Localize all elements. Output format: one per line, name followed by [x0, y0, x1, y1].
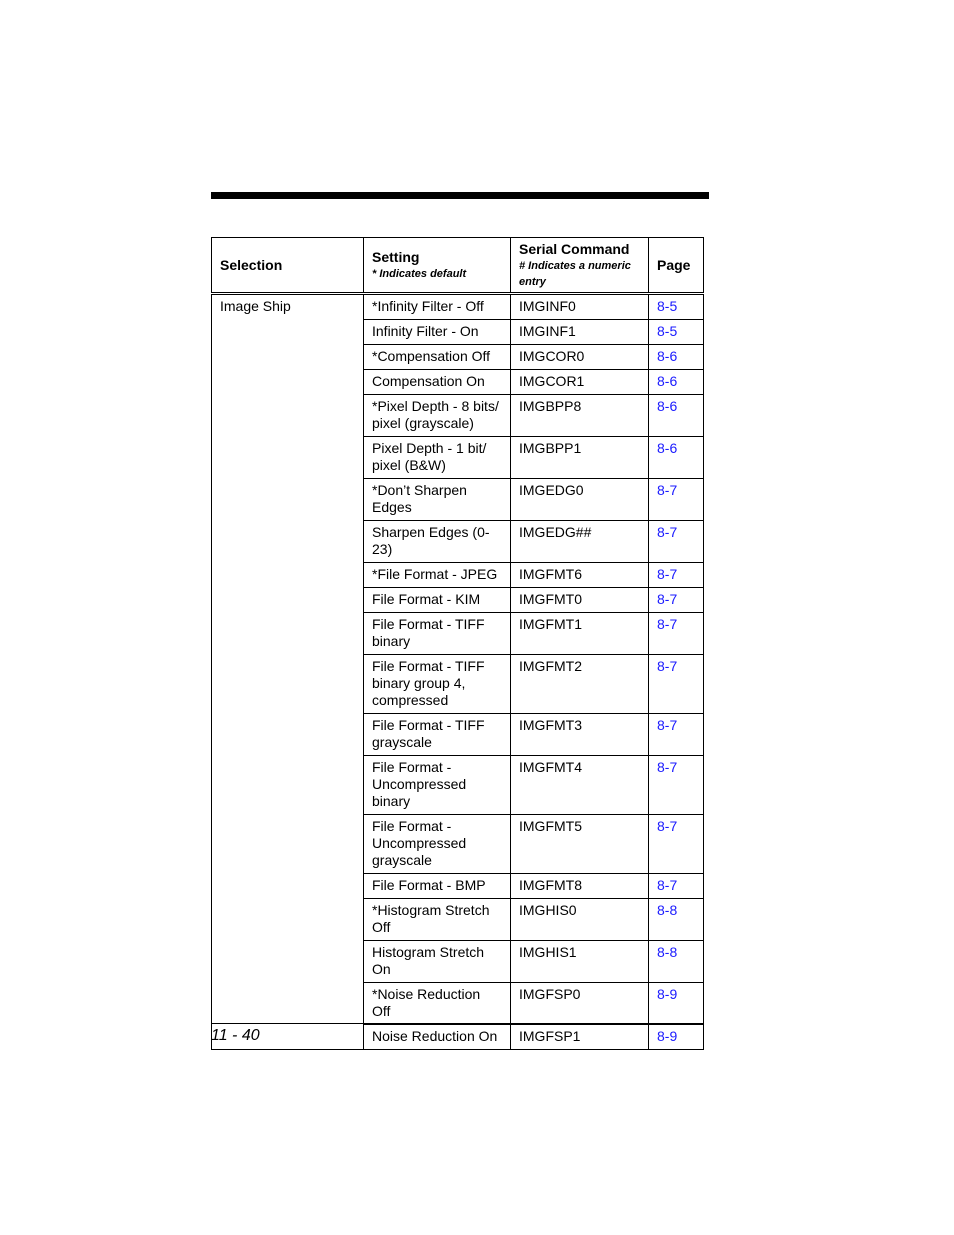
serial-command-cell: IMGBPP1	[511, 437, 649, 479]
setting-cell: File Format - TIFF binary	[364, 613, 511, 655]
header-selection: Selection	[212, 238, 364, 294]
page-cell	[649, 370, 704, 395]
header-setting	[364, 238, 511, 294]
setting-cell: File Format - KIM	[364, 588, 511, 613]
page-cell	[649, 479, 704, 521]
setting-cell: File Format - TIFF binary group 4, compressed	[364, 655, 511, 714]
serial-command-cell: IMGBPP8	[511, 395, 649, 437]
setting-cell: Sharpen Edges (0-23)	[364, 521, 511, 563]
page-cell	[649, 437, 704, 479]
page-cell	[649, 345, 704, 370]
page-link[interactable]: 8-9	[657, 1028, 678, 1044]
page-cell	[649, 320, 704, 345]
setting-cell: Histogram Stretch On	[364, 941, 511, 983]
header-serial-command-label: Serial Command	[519, 240, 630, 257]
page-link[interactable]: 8-6	[657, 373, 678, 389]
page-link[interactable]: 8-6	[657, 440, 678, 456]
page-cell	[649, 874, 704, 899]
serial-command-cell: IMGEDG##	[511, 521, 649, 563]
selection-cell: Image Ship	[212, 294, 364, 1050]
page-link[interactable]: 8-7	[657, 658, 678, 674]
page-cell	[649, 756, 704, 815]
bottom-rule	[211, 1023, 703, 1024]
page-cell	[649, 521, 704, 563]
serial-command-cell: IMGFMT8	[511, 874, 649, 899]
header-setting-note: * Indicates default	[372, 267, 467, 280]
page-link[interactable]: 8-8	[657, 944, 678, 960]
table-body	[212, 294, 704, 1050]
header-serial-command-note: # Indicates a numeric entry	[519, 259, 631, 288]
page-link[interactable]: 8-7	[657, 818, 678, 834]
serial-command-cell: IMGFMT1	[511, 613, 649, 655]
serial-command-cell: IMGFSP1	[511, 1025, 649, 1050]
setting-cell: *Pixel Depth - 8 bits/ pixel (grayscale)	[364, 395, 511, 437]
serial-command-cell: IMGINF1	[511, 320, 649, 345]
page-cell	[649, 294, 704, 320]
page-cell	[649, 395, 704, 437]
setting-cell: Infinity Filter - On	[364, 320, 511, 345]
serial-command-cell: IMGFMT5	[511, 815, 649, 874]
setting-cell: File Format - TIFF grayscale	[364, 714, 511, 756]
page-cell	[649, 563, 704, 588]
page-link[interactable]: 8-6	[657, 398, 678, 414]
page-link[interactable]: 8-5	[657, 323, 678, 339]
serial-command-cell: IMGFMT0	[511, 588, 649, 613]
serial-command-cell: IMGFMT2	[511, 655, 649, 714]
setting-cell: File Format - Uncompressed grayscale	[364, 815, 511, 874]
header-page: Page	[649, 238, 704, 294]
page-link[interactable]: 8-7	[657, 877, 678, 893]
page-link[interactable]: 8-6	[657, 348, 678, 364]
page-cell	[649, 983, 704, 1025]
serial-command-cell: IMGFMT3	[511, 714, 649, 756]
page-link[interactable]: 8-7	[657, 591, 678, 607]
page-link[interactable]: 8-7	[657, 566, 678, 582]
setting-cell: *Compensation Off	[364, 345, 511, 370]
page-cell	[649, 613, 704, 655]
page-link[interactable]: 8-7	[657, 759, 678, 775]
page-cell	[649, 1025, 704, 1050]
page-cell	[649, 655, 704, 714]
serial-command-cell: IMGHIS0	[511, 899, 649, 941]
page-link[interactable]: 8-7	[657, 717, 678, 733]
header-setting-label: Setting	[372, 248, 420, 265]
serial-command-cell: IMGCOR0	[511, 345, 649, 370]
table-row	[212, 294, 704, 320]
setting-cell: File Format - BMP	[364, 874, 511, 899]
page-cell	[649, 588, 704, 613]
page-cell	[649, 714, 704, 756]
table-header-row	[212, 238, 704, 294]
serial-command-cell: IMGINF0	[511, 294, 649, 320]
page-link[interactable]: 8-7	[657, 524, 678, 540]
setting-cell: File Format - Uncompressed binary	[364, 756, 511, 815]
serial-command-cell: IMGFMT6	[511, 563, 649, 588]
page-link[interactable]: 8-9	[657, 986, 678, 1002]
settings-table	[211, 237, 704, 1050]
page-cell	[649, 941, 704, 983]
page-link[interactable]: 8-7	[657, 482, 678, 498]
setting-cell: *Histogram Stretch Off	[364, 899, 511, 941]
serial-command-cell: IMGEDG0	[511, 479, 649, 521]
top-rule	[211, 192, 709, 199]
setting-cell: Pixel Depth - 1 bit/ pixel (B&W)	[364, 437, 511, 479]
setting-cell: Compensation On	[364, 370, 511, 395]
page-number: 11 - 40	[211, 1027, 260, 1044]
header-serial-command	[511, 238, 649, 294]
page-link[interactable]: 8-5	[657, 298, 678, 314]
setting-cell: *Infinity Filter - Off	[364, 294, 511, 320]
setting-cell: *Noise Reduction Off	[364, 983, 511, 1025]
setting-cell: *Don’t Sharpen Edges	[364, 479, 511, 521]
serial-command-cell: IMGCOR1	[511, 370, 649, 395]
page-cell	[649, 815, 704, 874]
page-link[interactable]: 8-8	[657, 902, 678, 918]
serial-command-cell: IMGHIS1	[511, 941, 649, 983]
setting-cell: Noise Reduction On	[364, 1025, 511, 1050]
serial-command-cell: IMGFMT4	[511, 756, 649, 815]
serial-command-cell: IMGFSP0	[511, 983, 649, 1025]
setting-cell: *File Format - JPEG	[364, 563, 511, 588]
page-link[interactable]: 8-7	[657, 616, 678, 632]
page-cell	[649, 899, 704, 941]
